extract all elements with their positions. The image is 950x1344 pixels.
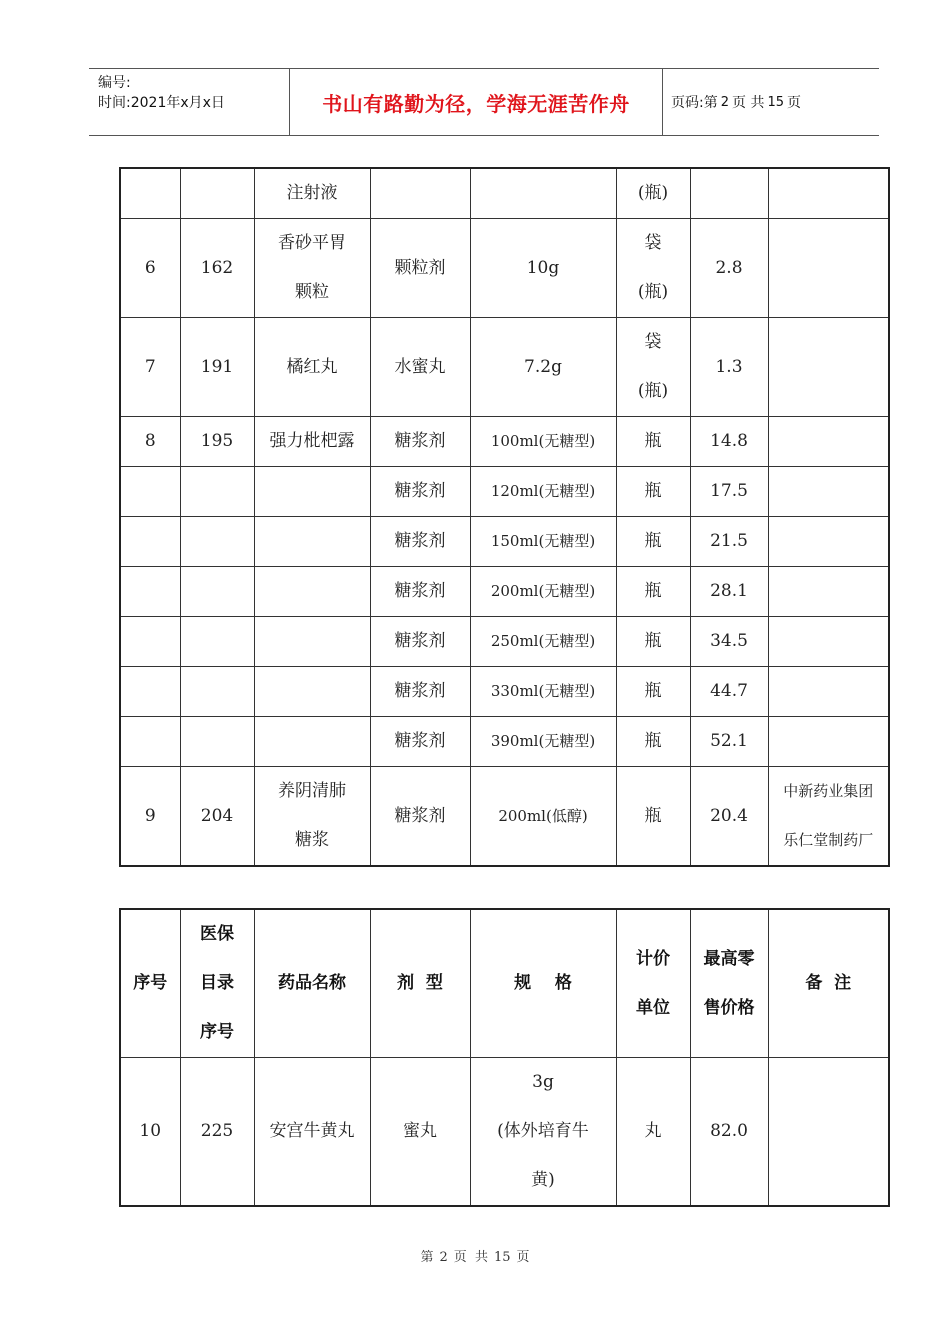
cell-spec-line: (体外培育牛 — [497, 1121, 589, 1141]
header-price — [690, 909, 768, 1058]
cell-unit: 丸 — [616, 1058, 690, 1207]
cell-name — [254, 517, 370, 567]
cell-no — [120, 567, 180, 617]
cell-spec: 200ml(低醇) — [470, 767, 616, 867]
cell-name-line: 颗粒 — [295, 282, 329, 302]
cell-unit-line: 袋 — [644, 332, 662, 352]
header-price-line: 售价格 — [703, 997, 755, 1018]
cell-form: 糖浆剂 — [370, 667, 470, 717]
cell-name: 安宫牛黄丸 — [254, 1058, 370, 1207]
cell-spec — [470, 1058, 616, 1207]
cell-spec: 330ml(无糖型) — [470, 667, 616, 717]
drug-table-continued — [119, 167, 890, 867]
header-unit — [616, 909, 690, 1058]
cell-unit: 瓶 — [616, 417, 690, 467]
cell-note — [768, 717, 889, 767]
cell-note — [768, 617, 889, 667]
cell-price: 34.5 — [690, 617, 768, 667]
number-label: 编号: — [98, 75, 131, 91]
cell-catalog — [180, 567, 254, 617]
cell-unit-line: (瓶) — [637, 282, 669, 302]
cell-form: 糖浆剂 — [370, 617, 470, 667]
page-current: 2 — [720, 94, 729, 110]
cell-no — [120, 717, 180, 767]
time-line — [98, 93, 289, 113]
page-header — [89, 68, 879, 136]
footer-suffix: 页 — [516, 1250, 530, 1265]
cell-no — [120, 517, 180, 567]
cell-spec: 10g — [470, 219, 616, 318]
cell-form: 糖浆剂 — [370, 517, 470, 567]
cell-name-line: 香砂平胃 — [278, 233, 346, 253]
cell-catalog: 191 — [180, 318, 254, 417]
cell-spec-line: 3g — [532, 1072, 554, 1092]
cell-no: 8 — [120, 417, 180, 467]
header-name: 药品名称 — [254, 909, 370, 1058]
cell-catalog — [180, 168, 254, 219]
page-footer — [0, 1246, 950, 1265]
header-catalog-line: 医保 — [200, 924, 234, 944]
table-row — [120, 567, 889, 617]
date-value: 2021年x月x日 — [130, 95, 225, 111]
cell-no: 9 — [120, 767, 180, 867]
cell-spec: 120ml(无糖型) — [470, 467, 616, 517]
cell-note — [768, 318, 889, 417]
cell-spec: 390ml(无糖型) — [470, 717, 616, 767]
header-slogan: 书山有路勤为径，学海无涯苦作舟 — [290, 69, 663, 135]
table-row — [120, 417, 889, 467]
cell-price: 21.5 — [690, 517, 768, 567]
cell-unit: 瓶 — [616, 667, 690, 717]
cell-unit: 瓶 — [616, 467, 690, 517]
cell-note — [768, 667, 889, 717]
cell-unit: 瓶 — [616, 717, 690, 767]
cell-note — [768, 567, 889, 617]
cell-unit — [616, 219, 690, 318]
header-catalog-line: 目录 — [200, 973, 234, 993]
cell-catalog: 195 — [180, 417, 254, 467]
cell-price: 82.0 — [690, 1058, 768, 1207]
cell-name — [254, 467, 370, 517]
cell-form: 蜜丸 — [370, 1058, 470, 1207]
cell-form: 糖浆剂 — [370, 717, 470, 767]
cell-note — [768, 517, 889, 567]
cell-catalog: 225 — [180, 1058, 254, 1207]
cell-no: 7 — [120, 318, 180, 417]
cell-price: 14.8 — [690, 417, 768, 467]
table-row — [120, 318, 889, 417]
cell-price: 28.1 — [690, 567, 768, 617]
header-note: 备 注 — [768, 909, 889, 1058]
cell-name: 强力枇杷露 — [254, 417, 370, 467]
cell-form: 颗粒剂 — [370, 219, 470, 318]
cell-note — [768, 168, 889, 219]
footer-total: 15 — [494, 1250, 511, 1265]
cell-name — [254, 767, 370, 867]
cell-unit-line: (瓶) — [637, 381, 669, 401]
cell-catalog — [180, 667, 254, 717]
table-row — [120, 517, 889, 567]
table-row — [120, 717, 889, 767]
table-header-row — [120, 909, 889, 1058]
cell-form — [370, 168, 470, 219]
table-row — [120, 617, 889, 667]
cell-no: 10 — [120, 1058, 180, 1207]
cell-note — [768, 767, 889, 867]
cell-unit: (瓶) — [616, 168, 690, 219]
cell-form: 糖浆剂 — [370, 417, 470, 467]
header-page-info — [663, 69, 879, 135]
header-meta — [89, 69, 290, 135]
cell-no: 6 — [120, 219, 180, 318]
cell-name — [254, 567, 370, 617]
cell-form: 糖浆剂 — [370, 567, 470, 617]
cell-name — [254, 219, 370, 318]
cell-name: 注射液 — [254, 168, 370, 219]
cell-name — [254, 617, 370, 667]
header-price-line: 最高零 — [703, 948, 755, 969]
cell-unit: 瓶 — [616, 617, 690, 667]
cell-catalog — [180, 717, 254, 767]
cell-catalog — [180, 617, 254, 667]
header-no: 序号 — [120, 909, 180, 1058]
cell-price: 44.7 — [690, 667, 768, 717]
table-row — [120, 168, 889, 219]
cell-name-line: 养阴清肺 — [278, 781, 346, 801]
table-row — [120, 1058, 889, 1207]
table-row — [120, 667, 889, 717]
cell-name: 橘红丸 — [254, 318, 370, 417]
cell-price: 1.3 — [690, 318, 768, 417]
cell-no — [120, 168, 180, 219]
cell-catalog: 204 — [180, 767, 254, 867]
cell-no — [120, 617, 180, 667]
cell-price: 2.8 — [690, 219, 768, 318]
table-row — [120, 767, 889, 867]
page-prefix: 页码:第 — [671, 95, 718, 111]
header-unit-line: 计价 — [636, 948, 670, 969]
cell-form: 水蜜丸 — [370, 318, 470, 417]
cell-unit: 瓶 — [616, 767, 690, 867]
footer-mid: 页 共 — [453, 1250, 488, 1265]
header-spec: 规 格 — [470, 909, 616, 1058]
cell-unit-line: 袋 — [644, 233, 662, 253]
cell-unit: 瓶 — [616, 567, 690, 617]
cell-note — [768, 1058, 889, 1207]
table-row — [120, 467, 889, 517]
cell-unit: 瓶 — [616, 517, 690, 567]
cell-price: 52.1 — [690, 717, 768, 767]
cell-price: 20.4 — [690, 767, 768, 867]
footer-page: 2 — [439, 1250, 448, 1265]
drug-table-new-page — [119, 908, 890, 1207]
footer-prefix: 第 — [420, 1250, 434, 1265]
cell-name — [254, 717, 370, 767]
cell-unit — [616, 318, 690, 417]
cell-no — [120, 467, 180, 517]
cell-spec: 7.2g — [470, 318, 616, 417]
cell-spec: 250ml(无糖型) — [470, 617, 616, 667]
cell-note — [768, 417, 889, 467]
cell-no — [120, 667, 180, 717]
page-total: 15 — [767, 94, 784, 110]
header-catalog-line: 序号 — [200, 1022, 234, 1042]
cell-note-line: 乐仁堂制药厂 — [783, 831, 874, 849]
header-form: 剂 型 — [370, 909, 470, 1058]
header-unit-line: 单位 — [636, 997, 670, 1018]
cell-name — [254, 667, 370, 717]
cell-form: 糖浆剂 — [370, 767, 470, 867]
cell-catalog: 162 — [180, 219, 254, 318]
cell-price — [690, 168, 768, 219]
cell-name-line: 糖浆 — [295, 830, 329, 850]
cell-catalog — [180, 517, 254, 567]
time-label: 时间: — [98, 95, 131, 111]
cell-spec-line: 黄) — [531, 1170, 555, 1190]
header-catalog — [180, 909, 254, 1058]
cell-spec — [470, 168, 616, 219]
table-row — [120, 219, 889, 318]
cell-note — [768, 219, 889, 318]
cell-spec: 200ml(无糖型) — [470, 567, 616, 617]
cell-spec: 100ml(无糖型) — [470, 417, 616, 467]
cell-price: 17.5 — [690, 467, 768, 517]
cell-form: 糖浆剂 — [370, 467, 470, 517]
page-mid: 页 共 — [732, 95, 765, 111]
cell-catalog — [180, 467, 254, 517]
page-suffix: 页 — [787, 95, 801, 111]
cell-spec: 150ml(无糖型) — [470, 517, 616, 567]
cell-note — [768, 467, 889, 517]
cell-note-line: 中新药业集团 — [783, 782, 874, 800]
